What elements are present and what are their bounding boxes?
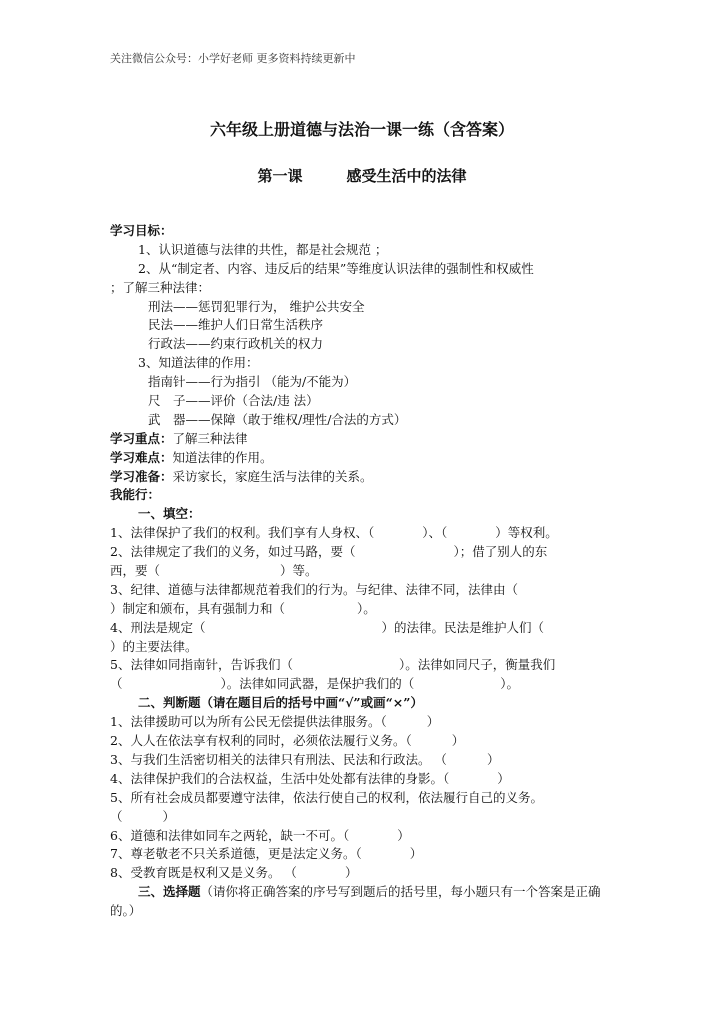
header-note: 关注微信公众号：小学好老师 更多资料持续更新中 xyxy=(110,52,356,65)
judge-item: 2、人人在依法享有权利的同时，必须依法履行义务。（ ） xyxy=(110,733,465,749)
prep-label: 学习准备： xyxy=(110,468,173,484)
goal-item-3: 3、知道法律的作用： xyxy=(138,355,259,371)
lesson-name: 感受生活中的法律 xyxy=(346,167,467,185)
focus-line xyxy=(110,430,615,449)
prep-line xyxy=(110,468,615,487)
focus-label: 学习重点： xyxy=(110,430,173,446)
fill-question-4-cont: ）的主要法律。 xyxy=(110,638,198,654)
focus-text: 了解三种法律 xyxy=(172,430,248,446)
lesson-heading xyxy=(0,165,724,186)
judge-item: 7、尊老敬老不只关系道德，更是法定义务。（ ） xyxy=(110,846,423,862)
choice-section-title: 三、选择题 xyxy=(138,884,201,900)
fill-question-5: 5、法律如同指南针，告诉我们（ ）。法律如同尺子，衡量我们 xyxy=(110,657,556,673)
judge-section-title: 二、判断题（请在题目后的括号中画“√”或画“×”） xyxy=(138,695,423,711)
law-item: 民法——维护人们日常生活秩序 xyxy=(148,317,324,333)
lesson-number: 第一课 xyxy=(257,167,303,185)
judge-item: 3、与我们生活密切相关的法律只有刑法、民法和行政法。 （ ） xyxy=(110,751,500,767)
fill-question-2: 2、法律规定了我们的义务，如过马路，要（ ）；借了别人的东 xyxy=(110,544,548,560)
choice-section xyxy=(110,883,615,921)
law-item: 刑法——惩罚犯罪行为， 维护公共安全 xyxy=(148,298,365,314)
fill-question-3: 3、纪律、道德与法律都规范着我们的行为。与纪律、法律不同，法律由（ xyxy=(110,581,518,597)
judge-item: 6、道德和法律如同车之两轮，缺一不可。（ ） xyxy=(110,827,410,843)
goals-label: 学习目标： xyxy=(110,223,173,238)
fill-question-4: 4、刑法是规定（ ）的法律。民法是维护人们（ xyxy=(110,619,544,635)
document-body xyxy=(110,222,615,921)
fill-question-1: 1、法律保护了我们的权利。我们享有人身权、（ ）、（ ）等权利。 xyxy=(110,525,558,541)
role-item: 指南针——行为指引 （能为/不能为） xyxy=(148,374,357,390)
difficulty-line xyxy=(110,449,615,468)
page-title: 六年级上册道德与法治一课一练（含答案） xyxy=(209,120,514,139)
judge-item: 5、所有社会成员都要遵守法律，依法行使自己的权利，依法履行自己的义务。 xyxy=(110,789,543,805)
prep-text: 采访家长，家庭生活与法律的关系。 xyxy=(172,468,373,484)
fill-question-3-cont: ）制定和颁布，具有强制力和（ ）。 xyxy=(110,600,376,616)
goal-item-1: 1、认识道德与法律的共性，都是社会规范 ； xyxy=(138,241,388,257)
judge-item: 4、法律保护我们的合法权益，生活中处处都有法律的身影。（ ） xyxy=(110,770,510,786)
role-item: 武 器——保障（敢于维权/理性/合法的方式） xyxy=(148,411,407,427)
goal-item-2: 2、从“制定者、内容、违反后的结果”等维度认识法律的强制性和权威性 xyxy=(138,260,534,276)
judge-item-cont: （ ） xyxy=(110,808,176,824)
i-can-label: 我能行： xyxy=(110,487,161,503)
difficulty-text: 知道法律的作用。 xyxy=(172,449,273,465)
goal-item-2-cont: ；了解三种法律： xyxy=(110,279,211,295)
judge-item: 1、法律援助可以为所有公民无偿提供法律服务。（ ） xyxy=(110,714,440,730)
law-item: 行政法——约束行政机关的权力 xyxy=(148,336,324,352)
judge-item: 8、受教育既是权利又是义务。 （ ） xyxy=(110,865,358,881)
choice-section-note: （请你将正确答案的序号写到题后的括号里，每小题只有一个答案是正确的。） xyxy=(110,884,601,919)
fill-section-title: 一、填空： xyxy=(138,506,201,522)
difficulty-label: 学习难点： xyxy=(110,449,173,465)
fill-question-2-cont: 西，要（ ）等。 xyxy=(110,563,318,579)
role-item: 尺 子——评价（合法/违 法） xyxy=(148,393,319,409)
fill-question-5-cont: （ ）。法律如同武器，是保护我们的（ ）。 xyxy=(110,676,520,692)
